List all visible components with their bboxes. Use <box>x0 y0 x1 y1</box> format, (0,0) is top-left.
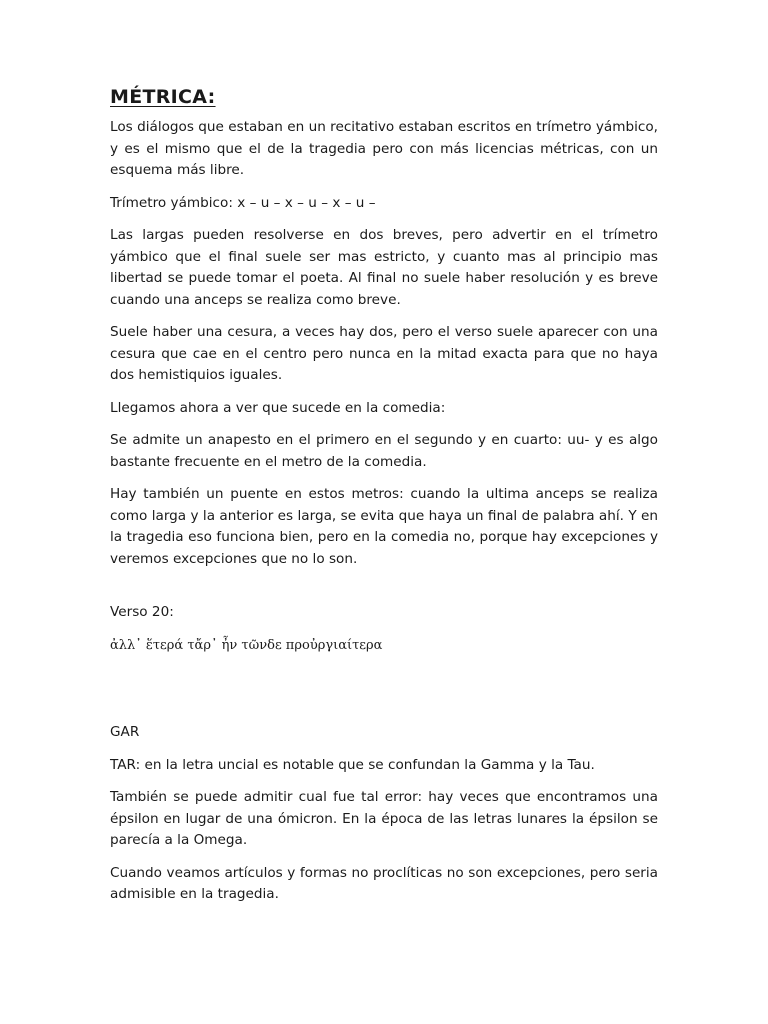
verse-label: Verso 20: <box>110 604 174 620</box>
trimetro-label: Trímetro yámbico: <box>110 194 238 211</box>
paragraph-cesura: Suele haber una cesura, a veces hay dos, pero el verso suele aparecer con una cesura que cae en el centro pero nunca en la mitad exacta para que no haya dos hemistiquios iguales. <box>110 324 658 383</box>
paragraph-error: También se puede admitir cual fue tal error: hay veces que encontramos una épsilon en lugar de una ómicron. En la época de las letras lunares la épsilon se parecía a la Omega. <box>110 789 658 848</box>
paragraph-largas: Las largas pueden resolverse en dos breves, pero advertir en el trímetro yámbico que el final suele ser mas estricto, y cuanto mas al principio mas libertad se puede tomar el poeta. Al final no suele haber resolución y es breve cuando una anceps se realiza como breve. <box>110 227 658 308</box>
paragraph-dialogos: Los diálogos que estaban en un recitativo estaban escritos en trímetro yámbico, y es el mismo que el de la tragedia pero con más licencias métricas, con un esquema más libre. <box>110 119 658 178</box>
paragraph-puente: Hay también un puente en estos metros: cuando la ultima anceps se realiza como larga y la anterior es larga, se evita que haya un final de palabra ahí. Y en la tragedia eso funciona bien, pero en la comedia no, porque hay excepciones y veremos excepciones que no lo son. <box>110 486 658 567</box>
paragraph-comedia: Llegamos ahora a ver que sucede en la comedia: <box>110 399 446 416</box>
document-page <box>110 86 658 917</box>
gar-label: GAR <box>110 724 140 740</box>
trimetro-formula: x – u – x – u – x – u – <box>237 194 376 211</box>
document-title: MÉTRICA: <box>110 86 216 108</box>
paragraph-anapesto: Se admite un anapesto en el primero en el segundo y en cuarto: uu- y es algo bastante frecuente en el metro de la comedia. <box>110 432 658 470</box>
paragraph-tar: TAR: en la letra uncial es notable que se confundan la Gamma y la Tau. <box>110 756 595 773</box>
verse-greek: ἀλλ᾽ ἕτερά τἄρ᾽ ἦν τῶνδε προὐργιαίτερα <box>110 637 383 653</box>
paragraph-trimetro <box>110 193 658 215</box>
paragraph-articulos: Cuando veamos artículos y formas no proclíticas no son excepciones, pero seria admisible en la tragedia. <box>110 864 658 902</box>
